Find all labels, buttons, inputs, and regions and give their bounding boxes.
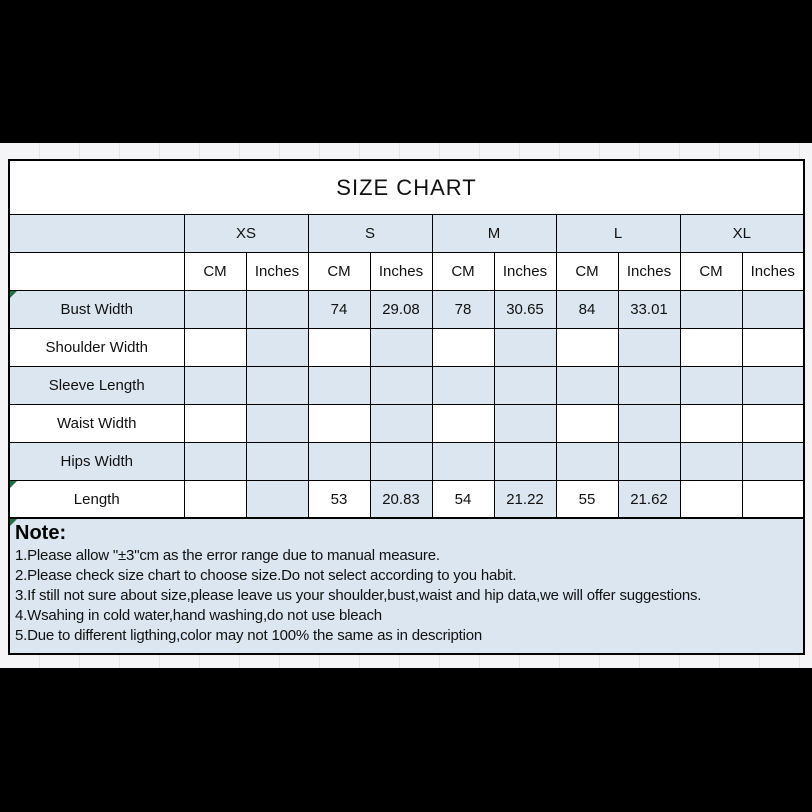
size-value-cell <box>742 405 804 443</box>
size-value-cell <box>370 367 432 405</box>
top-letterbox-bar <box>0 0 812 143</box>
note-box <box>8 517 805 655</box>
size-value-cell <box>618 329 680 367</box>
table-row <box>9 481 804 520</box>
unit-header-cm: CM <box>432 253 494 291</box>
row-label: Length <box>9 481 184 520</box>
size-value-cell <box>184 443 246 481</box>
table-row <box>9 329 804 367</box>
unit-header-cm: CM <box>184 253 246 291</box>
unit-header-cm: CM <box>556 253 618 291</box>
size-value-cell <box>494 329 556 367</box>
size-value-cell <box>184 291 246 329</box>
size-value-cell <box>370 443 432 481</box>
row-label: Hips Width <box>9 443 184 481</box>
row-label: Shoulder Width <box>9 329 184 367</box>
size-value-cell: 54 <box>432 481 494 520</box>
size-value-cell <box>184 329 246 367</box>
size-value-cell: 33.01 <box>618 291 680 329</box>
size-value-cell <box>184 367 246 405</box>
unit-header-inches: Inches <box>370 253 432 291</box>
size-value-cell: 20.83 <box>370 481 432 520</box>
size-value-cell <box>742 367 804 405</box>
size-value-cell: 21.22 <box>494 481 556 520</box>
size-value-cell <box>308 329 370 367</box>
excel-error-indicator-icon <box>10 519 17 526</box>
table-row <box>9 405 804 443</box>
size-value-cell: 78 <box>432 291 494 329</box>
size-value-cell <box>246 481 308 520</box>
size-value-cell: 84 <box>556 291 618 329</box>
size-value-cell <box>680 405 742 443</box>
size-value-cell <box>246 367 308 405</box>
note-heading: Note: <box>15 522 67 544</box>
size-value-cell <box>742 291 804 329</box>
size-value-cell <box>742 443 804 481</box>
note-line: 2.Please check size chart to choose size.Do not select according to you habit. <box>15 567 517 584</box>
note-line: 3.If still not sure about size,please leave us your shoulder,bust,waist and hip data,we will offer suggestions. <box>15 587 702 604</box>
size-value-cell <box>618 367 680 405</box>
size-value-cell <box>680 329 742 367</box>
size-value-cell: 74 <box>308 291 370 329</box>
size-header-s: S <box>308 215 432 253</box>
unit-header-inches: Inches <box>742 253 804 291</box>
size-value-cell: 53 <box>308 481 370 520</box>
size-value-cell: 29.08 <box>370 291 432 329</box>
size-value-cell <box>680 291 742 329</box>
unit-header-spacer <box>9 253 184 291</box>
size-value-cell <box>680 443 742 481</box>
size-value-cell: 30.65 <box>494 291 556 329</box>
bottom-letterbox-bar <box>0 668 812 812</box>
size-value-cell <box>184 481 246 520</box>
size-value-cell <box>556 367 618 405</box>
corner-header-cell <box>9 215 184 253</box>
size-value-cell <box>494 405 556 443</box>
size-value-cell <box>246 405 308 443</box>
unit-header-cm: CM <box>680 253 742 291</box>
size-value-cell <box>742 481 804 520</box>
size-value-cell <box>246 443 308 481</box>
size-value-cell <box>246 329 308 367</box>
table-row <box>9 443 804 481</box>
size-value-cell <box>432 329 494 367</box>
size-chart-table <box>8 159 805 520</box>
unit-header-cm: CM <box>308 253 370 291</box>
row-label: Sleeve Length <box>9 367 184 405</box>
size-value-cell <box>556 329 618 367</box>
size-value-cell <box>308 443 370 481</box>
size-value-cell <box>184 405 246 443</box>
size-value-cell <box>308 405 370 443</box>
unit-header-inches: Inches <box>246 253 308 291</box>
excel-error-indicator-icon <box>10 291 17 298</box>
size-value-cell <box>494 443 556 481</box>
size-value-cell <box>618 443 680 481</box>
unit-header-inches: Inches <box>618 253 680 291</box>
size-value-cell <box>246 291 308 329</box>
note-line: 1.Please allow "±3"cm as the error range due to manual measure. <box>15 547 440 564</box>
size-header-l: L <box>556 215 680 253</box>
size-value-cell <box>556 405 618 443</box>
excel-error-indicator-icon <box>10 481 17 488</box>
size-chart-title: SIZE CHART <box>9 160 804 215</box>
note-line: 4.Wsahing in cold water,hand washing,do not use bleach <box>15 607 382 624</box>
size-value-cell <box>680 481 742 520</box>
size-value-cell <box>432 443 494 481</box>
size-value-cell <box>370 405 432 443</box>
size-value-cell <box>432 405 494 443</box>
row-label: Waist Width <box>9 405 184 443</box>
size-header-xs: XS <box>184 215 308 253</box>
size-header-m: M <box>432 215 556 253</box>
note-line: 5.Due to different ligthing,color may not 100% the same as in description <box>15 627 483 644</box>
table-row <box>9 367 804 405</box>
size-value-cell <box>494 367 556 405</box>
size-value-cell <box>680 367 742 405</box>
size-header-xl: XL <box>680 215 804 253</box>
table-row <box>9 291 804 329</box>
size-value-cell <box>618 405 680 443</box>
size-value-cell <box>308 367 370 405</box>
size-value-cell <box>742 329 804 367</box>
size-value-cell <box>370 329 432 367</box>
size-value-cell: 55 <box>556 481 618 520</box>
unit-header-inches: Inches <box>494 253 556 291</box>
row-label: Bust Width <box>9 291 184 329</box>
size-value-cell <box>556 443 618 481</box>
size-value-cell <box>432 367 494 405</box>
size-value-cell: 21.62 <box>618 481 680 520</box>
